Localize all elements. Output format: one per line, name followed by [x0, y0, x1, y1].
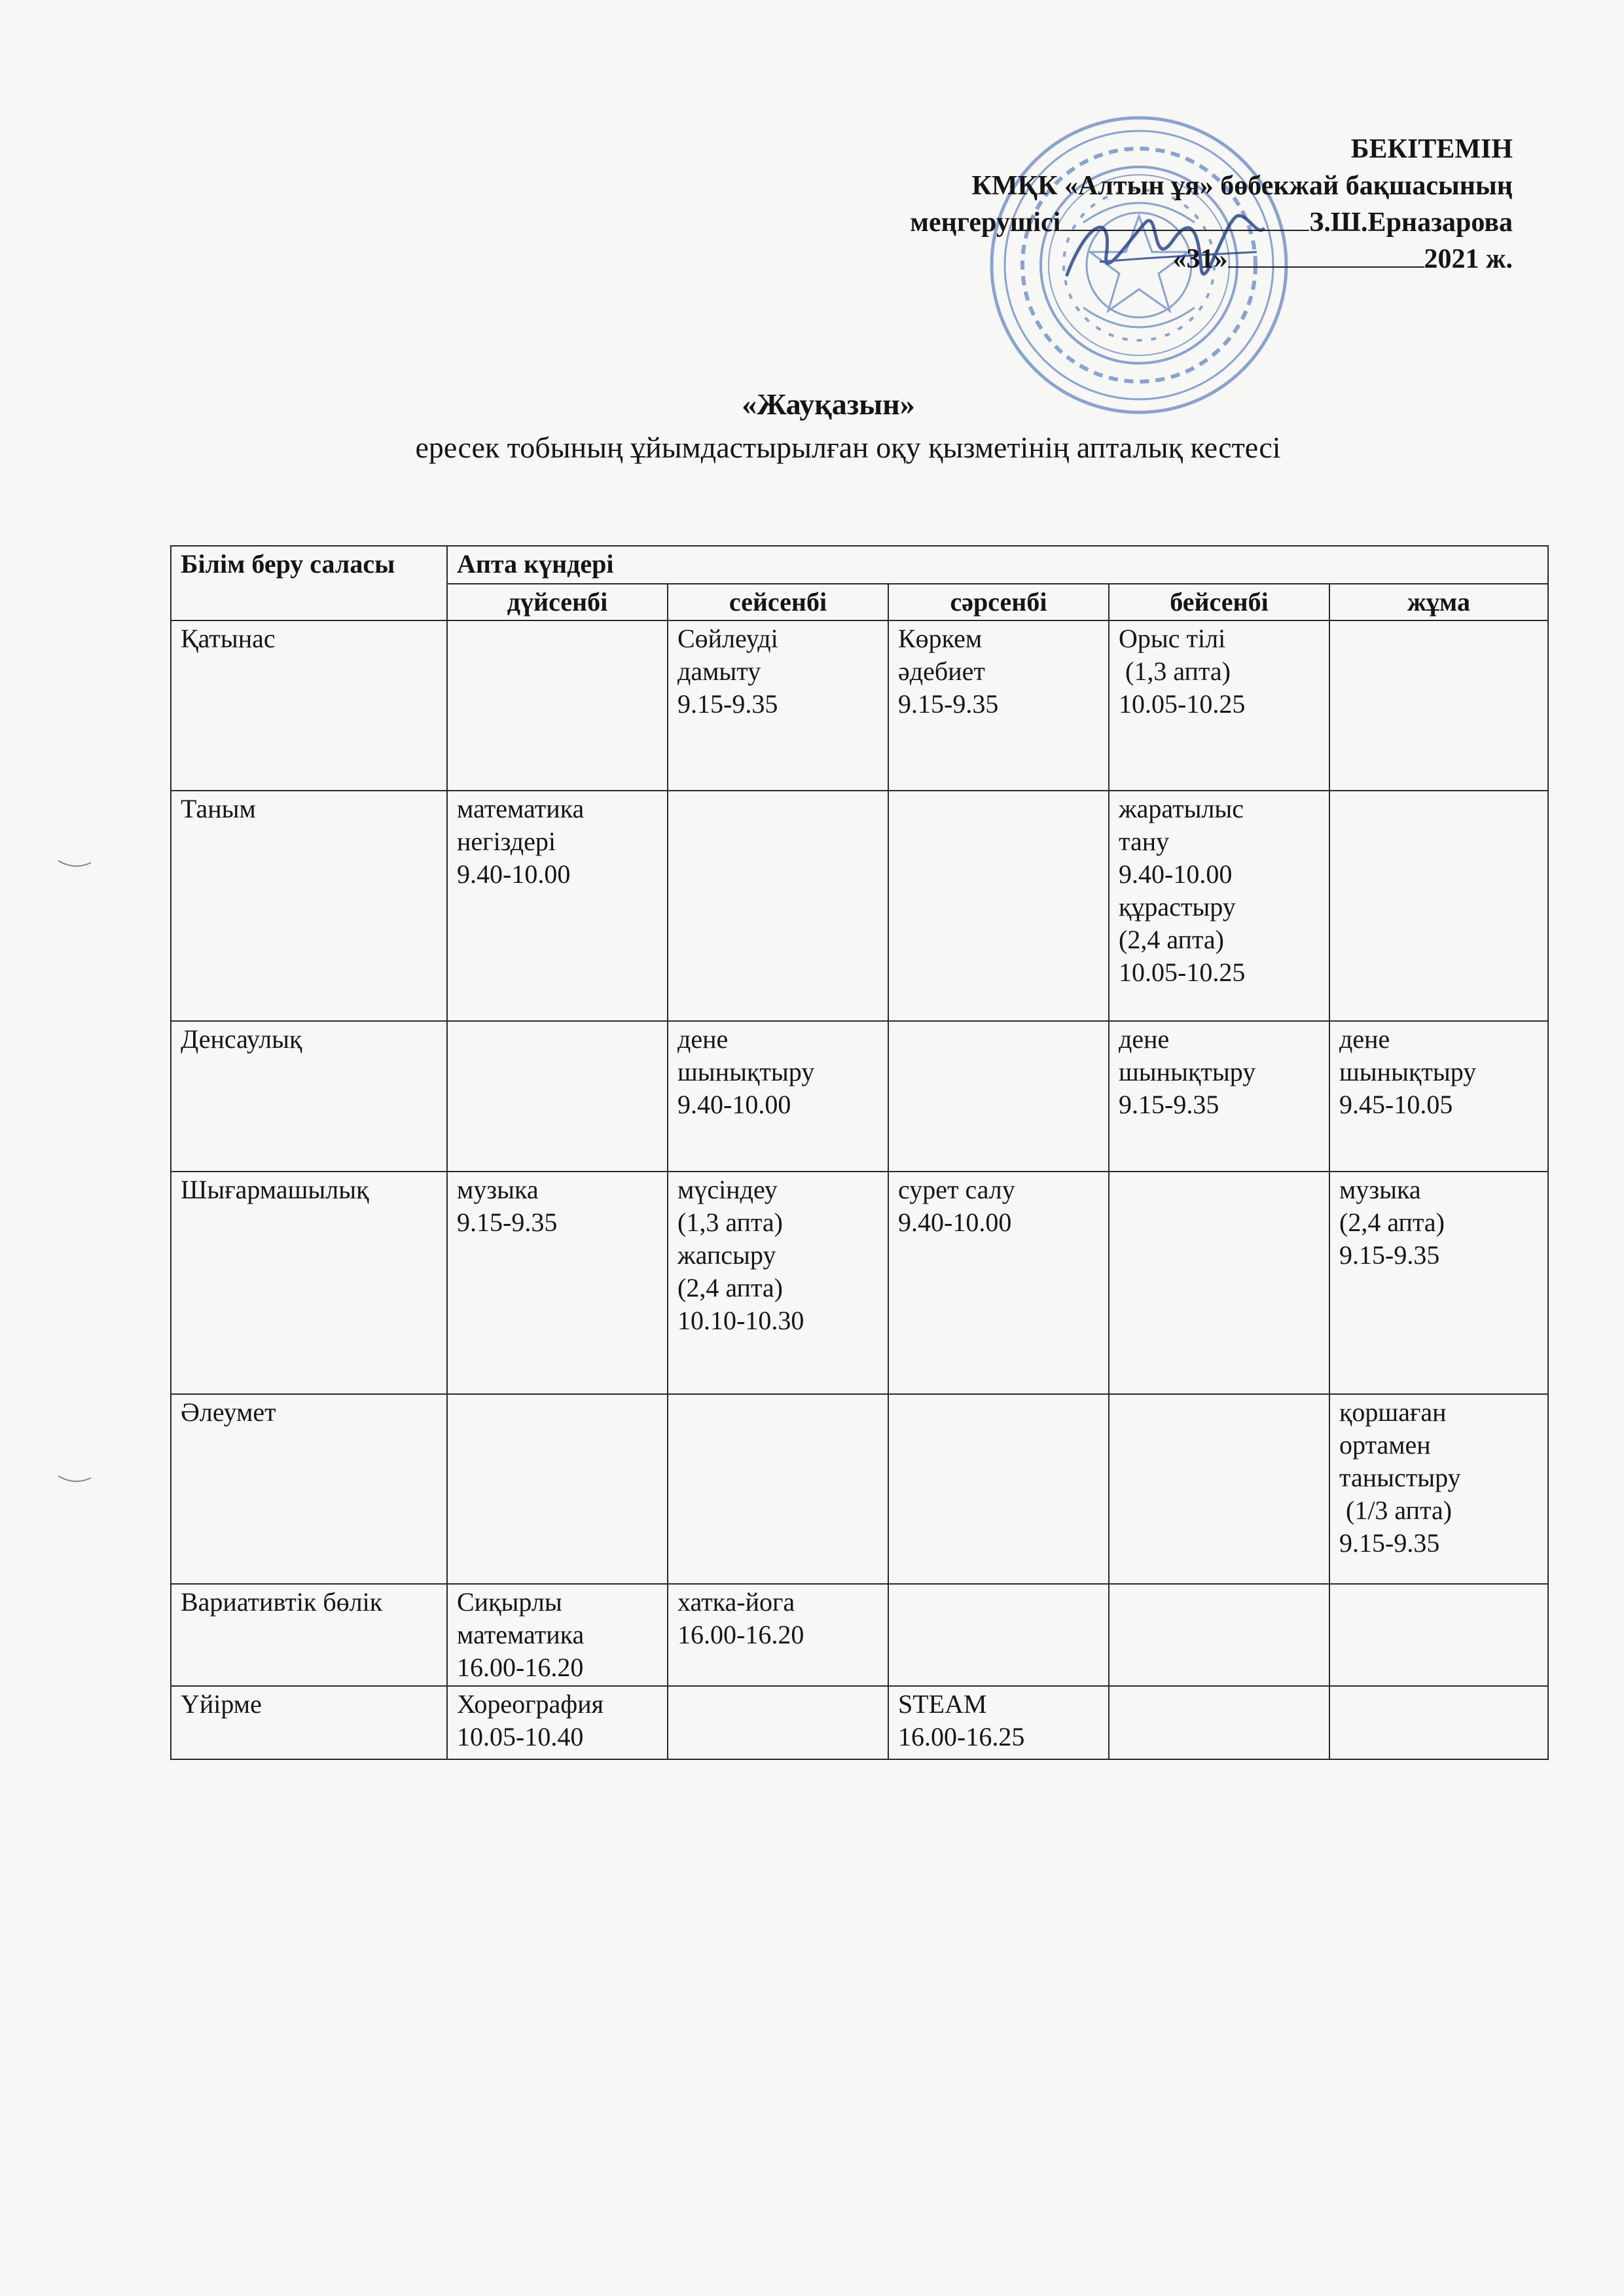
- area-cell: Таным: [171, 791, 447, 1021]
- schedule-cell: [888, 1172, 1109, 1394]
- cell-line: құрастыру: [1119, 892, 1236, 922]
- schedule-cell: [888, 1584, 1109, 1686]
- month-line: [1228, 266, 1424, 268]
- schedule-cell: [668, 1021, 888, 1172]
- cell-line: Хореография: [457, 1689, 604, 1719]
- schedule-cell: [447, 1686, 668, 1759]
- cell-line: 10.05-10.25: [1119, 689, 1246, 719]
- cell-line: (2,4 апта): [677, 1273, 783, 1302]
- day-header: жұма: [1329, 584, 1548, 620]
- cell-line: дене: [677, 1024, 729, 1054]
- cell-line: STEAM: [898, 1689, 987, 1719]
- schedule-cell: [1109, 1172, 1329, 1394]
- schedule-cell: [1109, 1686, 1329, 1759]
- schedule-cell: [1329, 1584, 1548, 1686]
- cell-line: дамыту: [677, 656, 761, 686]
- area-cell: Қатынас: [171, 620, 447, 791]
- table-row: [171, 1172, 1548, 1394]
- schedule-cell: [668, 620, 888, 791]
- day-header: бейсенбі: [1109, 584, 1329, 620]
- cell-line: музыка: [1339, 1175, 1421, 1204]
- cell-line: (2,4 апта): [1119, 925, 1224, 954]
- signature-line: [1060, 230, 1309, 231]
- schedule-cell: [447, 620, 668, 791]
- schedule-cell: [888, 1021, 1109, 1172]
- schedule-cell: [447, 1172, 668, 1394]
- cell-line: дене: [1119, 1024, 1170, 1054]
- cell-line: Көркем: [898, 624, 983, 653]
- cell-line: дене: [1339, 1024, 1390, 1054]
- area-cell: Үйірме: [171, 1686, 447, 1759]
- schedule-cell: [1329, 1172, 1548, 1394]
- scan-mark: [55, 857, 94, 870]
- table-row: [171, 620, 1548, 791]
- schedule-cell: [1329, 1021, 1548, 1172]
- cell-line: 9.15-9.35: [457, 1208, 558, 1237]
- cell-line: 9.15-9.35: [677, 689, 778, 719]
- cell-line: 9.15-9.35: [898, 689, 999, 719]
- schedule-cell: [1109, 1584, 1329, 1686]
- table-row: [171, 791, 1548, 1021]
- day-header: дүйсенбі: [447, 584, 668, 620]
- cell-line: жапсыру: [677, 1240, 776, 1270]
- cell-line: (2,4 апта): [1339, 1208, 1445, 1237]
- approval-name: З.Ш.Ерназарова: [1309, 207, 1513, 238]
- cell-line: хатка-йога: [677, 1587, 795, 1617]
- schedule-cell: [1109, 791, 1329, 1021]
- area-cell: Денсаулық: [171, 1021, 447, 1172]
- cell-line: 10.05-10.25: [1119, 958, 1246, 987]
- approval-organization: КМҚК «Алтын ұя» бөбекжай бақшасының: [971, 171, 1513, 201]
- cell-line: қоршаған: [1339, 1397, 1447, 1427]
- cell-line: 9.15-9.35: [1339, 1240, 1440, 1270]
- approval-day: «31»: [1172, 244, 1228, 274]
- schedule-cell: [888, 1394, 1109, 1584]
- area-cell: Вариативтік бөлік: [171, 1584, 447, 1686]
- cell-line: Орыс тілі: [1119, 624, 1226, 653]
- schedule-cell: [447, 791, 668, 1021]
- schedule-cell: [447, 1021, 668, 1172]
- cell-line: 16.00-16.20: [457, 1653, 584, 1682]
- schedule-cell: [447, 1584, 668, 1686]
- cell-line: шынықтыру: [1119, 1057, 1256, 1086]
- schedule-cell: [1109, 1021, 1329, 1172]
- cell-line: музыка: [457, 1175, 539, 1204]
- cell-line: негіздері: [457, 827, 556, 856]
- cell-line: 9.15-9.35: [1339, 1528, 1440, 1558]
- schedule-cell: [888, 791, 1109, 1021]
- day-header: сәрсенбі: [888, 584, 1109, 620]
- cell-line: әдебиет: [898, 656, 985, 686]
- approval-date: [825, 241, 1513, 278]
- schedule-cell: [1329, 1394, 1548, 1584]
- cell-line: Сиқырлы: [457, 1587, 562, 1617]
- schedule-cell: [668, 791, 888, 1021]
- cell-line: таныстыру: [1339, 1463, 1461, 1492]
- cell-line: ортамен: [1339, 1430, 1431, 1460]
- schedule-cell: [447, 1394, 668, 1584]
- approval-block: [825, 131, 1513, 278]
- schedule-cell: [668, 1172, 888, 1394]
- table-row: [171, 1584, 1548, 1686]
- cell-line: математика: [457, 1620, 585, 1649]
- table-row: [171, 1686, 1548, 1759]
- scan-mark: [55, 1473, 94, 1486]
- document-heading: [0, 385, 1624, 467]
- schedule-cell: [888, 1686, 1109, 1759]
- cell-line: шынықтыру: [1339, 1057, 1477, 1086]
- week-days-header: Апта күндері: [447, 546, 1548, 584]
- schedule-cell: [668, 1686, 888, 1759]
- table-row: [171, 1394, 1548, 1584]
- schedule-cell: [1329, 1686, 1548, 1759]
- cell-line: 10.10-10.30: [677, 1306, 804, 1335]
- area-header: Білім беру саласы: [171, 546, 447, 620]
- cell-line: 10.05-10.40: [457, 1722, 584, 1751]
- cell-line: 16.00-16.25: [898, 1722, 1025, 1751]
- schedule-cell: [1329, 620, 1548, 791]
- schedule-cell: [1109, 620, 1329, 791]
- cell-line: мүсіндеу: [677, 1175, 778, 1204]
- cell-line: математика: [457, 794, 585, 823]
- cell-line: 9.40-10.00: [1119, 859, 1233, 889]
- cell-line: шынықтыру: [677, 1057, 815, 1086]
- cell-line: 9.40-10.00: [457, 859, 571, 889]
- group-title: «Жауқазын»: [742, 387, 915, 421]
- cell-line: сурет салу: [898, 1175, 1015, 1204]
- approval-signatory: [825, 204, 1513, 241]
- cell-line: жаратылыс: [1119, 794, 1244, 823]
- day-header: сейсенбі: [668, 584, 888, 620]
- table-row: [171, 1021, 1548, 1172]
- cell-line: 9.15-9.35: [1119, 1090, 1219, 1119]
- area-cell: Шығармашылық: [171, 1172, 447, 1394]
- cell-line: 16.00-16.20: [677, 1620, 804, 1649]
- cell-line: (1,3 апта): [1119, 656, 1231, 686]
- cell-line: (1,3 апта): [677, 1208, 783, 1237]
- schedule-cell: [668, 1584, 888, 1686]
- cell-line: 9.40-10.00: [677, 1090, 791, 1119]
- cell-line: (1/3 апта): [1339, 1496, 1453, 1525]
- cell-line: 9.40-10.00: [898, 1208, 1012, 1237]
- schedule-cell: [1329, 791, 1548, 1021]
- weekly-schedule-table: [170, 545, 1549, 1760]
- cell-line: 9.45-10.05: [1339, 1090, 1453, 1119]
- schedule-cell: [1109, 1394, 1329, 1584]
- approval-year: 2021 ж.: [1424, 244, 1513, 274]
- schedule-cell: [668, 1394, 888, 1584]
- cell-line: Сөйлеуді: [677, 624, 778, 653]
- schedule-subtitle: ересек тобының ұйымдастырылған оқу қызметінің апталық кестесі: [415, 431, 1281, 464]
- approval-heading: БЕКІТЕМІН: [1350, 134, 1513, 164]
- cell-line: тану: [1119, 827, 1170, 856]
- schedule-cell: [888, 620, 1109, 791]
- area-cell: Әлеумет: [171, 1394, 447, 1584]
- approval-role: меңгерушісі: [910, 207, 1061, 238]
